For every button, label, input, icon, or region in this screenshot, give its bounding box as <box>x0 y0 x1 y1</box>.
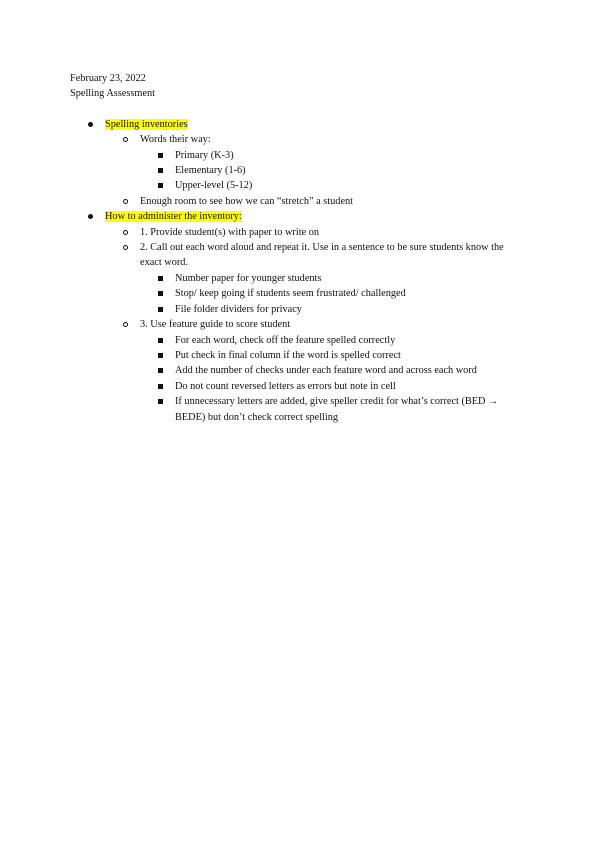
outline-item <box>105 132 530 194</box>
filled-square-bullet-icon <box>158 399 163 404</box>
outline-subitem <box>140 286 530 301</box>
filled-square-bullet-icon <box>158 276 163 281</box>
hollow-circle-bullet-icon <box>123 322 128 327</box>
subitem-text: If unnecessary letters are added, give speller credit for what’s correct (BED → BEDE) but don’t check correct spelling <box>175 396 499 423</box>
outline-item <box>105 194 530 209</box>
outline-list <box>70 117 530 425</box>
outline-item <box>105 240 530 317</box>
sub-sub-list <box>140 148 530 194</box>
outline-subitem <box>140 178 530 193</box>
outline-subitem <box>140 379 530 394</box>
sub-list <box>105 225 530 425</box>
outline-subitem <box>140 348 530 363</box>
filled-square-bullet-icon <box>158 338 163 343</box>
document-title: Spelling Assessment <box>70 88 155 100</box>
subitem-text: File folder dividers for privacy <box>175 303 302 315</box>
outline-item <box>105 317 530 425</box>
outline-subitem <box>140 333 530 348</box>
sub-list <box>105 132 530 209</box>
subitem-text: Number paper for younger students <box>175 272 322 284</box>
outline-section <box>70 117 530 209</box>
document-body <box>70 71 530 425</box>
filled-square-bullet-icon <box>158 153 163 158</box>
outline-section <box>70 209 530 425</box>
hollow-circle-bullet-icon <box>123 230 128 235</box>
subitem-text: Elementary (1-6) <box>175 165 246 177</box>
item-text: 3. Use feature guide to score student <box>140 319 291 331</box>
subitem-text: Primary (K-3) <box>175 149 234 161</box>
filled-square-bullet-icon <box>158 307 163 312</box>
filled-square-bullet-icon <box>158 183 163 188</box>
hollow-circle-bullet-icon <box>123 245 128 250</box>
document-date: February 23, 2022 <box>70 73 146 84</box>
sub-sub-list <box>140 333 530 425</box>
subitem-text: For each word, check off the feature spelled correctly <box>175 334 396 346</box>
outline-subitem <box>140 302 530 317</box>
outline-subitem <box>140 394 530 425</box>
outline-subitem <box>140 363 530 378</box>
hollow-circle-bullet-icon <box>123 199 128 204</box>
subitem-text: Do not count reversed letters as errors but note in cell <box>175 380 396 392</box>
subitem-text: Stop/ keep going if students seem frustrated/ challenged <box>175 288 406 300</box>
outline-item <box>105 225 530 240</box>
hollow-circle-bullet-icon <box>123 137 128 142</box>
section-heading: Spelling inventories <box>105 118 188 130</box>
item-text: 1. Provide student(s) with paper to write on <box>140 226 320 238</box>
section-heading: How to administer the inventory: <box>105 211 242 223</box>
filled-square-bullet-icon <box>158 384 163 389</box>
item-text: Enough room to see how we can “stretch” a student <box>140 195 354 207</box>
filled-square-bullet-icon <box>158 168 163 173</box>
sub-sub-list <box>140 271 530 317</box>
item-text: 2. Call out each word aloud and repeat it. Use in a sentence to be sure students know the exact word. <box>140 242 504 269</box>
filled-circle-bullet-icon <box>88 122 93 127</box>
item-text: Words their way: <box>140 134 211 146</box>
outline-subitem <box>140 148 530 163</box>
subitem-text: Upper-level (5-12) <box>175 180 253 192</box>
outline-subitem <box>140 271 530 286</box>
subitem-text: Add the number of checks under each feature word and across each word <box>175 365 477 377</box>
filled-square-bullet-icon <box>158 291 163 296</box>
subitem-text: Put check in final column if the word is spelled correct <box>175 349 401 361</box>
filled-circle-bullet-icon <box>88 214 93 219</box>
outline-subitem <box>140 163 530 178</box>
filled-square-bullet-icon <box>158 353 163 358</box>
filled-square-bullet-icon <box>158 368 163 373</box>
